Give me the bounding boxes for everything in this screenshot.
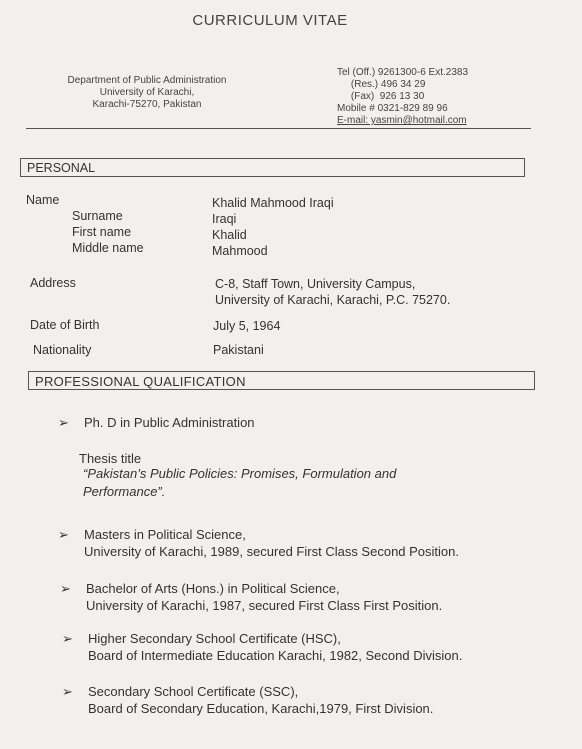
section-heading-personal: PERSONAL: [20, 158, 525, 177]
first-name-label: First name: [72, 225, 132, 239]
surname-label: Surname: [72, 209, 123, 223]
dob-value: July 5, 1964: [213, 319, 281, 333]
contact-email: E-mail: yasmin@hotmail.com: [337, 115, 467, 126]
bullet-arrow-icon: ➢: [58, 415, 69, 430]
name-value: Khalid Mahmood Iraqi: [212, 196, 334, 210]
bullet-arrow-icon: ➢: [58, 527, 69, 542]
header-divider: [26, 128, 531, 129]
contact-block: [337, 67, 468, 127]
contact-line: (Fax) 926 13 30: [337, 91, 425, 102]
thesis-title-line2: Performance”.: [83, 484, 166, 499]
first-name-value: Khalid: [212, 228, 247, 242]
bullet-arrow-icon: ➢: [60, 581, 71, 596]
bullet-arrow-icon: ➢: [62, 684, 73, 699]
middle-name-value: Mahmood: [212, 244, 268, 258]
surname-value: Iraqi: [212, 212, 237, 226]
department-line: Department of Public Administration: [67, 75, 227, 86]
thesis-title-line1: “Pakistan’s Public Policies: Promises, Formulation and: [83, 466, 397, 481]
bullet-arrow-icon: ➢: [62, 631, 73, 646]
department-line: University of Karachi,: [99, 87, 195, 98]
department-address: [42, 75, 252, 111]
contact-line: Mobile # 0321-829 89 96: [337, 103, 448, 114]
thesis-label: Thesis title: [79, 451, 142, 466]
cv-page: CURRICULUM VITAE Department of Public Administration University of Karachi, Karachi-75270, Pakistan Tel (Off.) 9261300-6 Ext.2383 (Res.) 496 34 29 (Fax) 926 13 30 Mobile # 0321-829 89 96 E-mail: yasmin@hotmail.com PERSONAL Name Khalid Mahmood Iraqi Surname Iraqi First name Khalid Middle name Mahmood Address C-8, Staff Town, University Campus, University of Karachi, Karachi, P.C. 75270. Date of Birth July 5, 1964 Nationality Pakistani PROFESSIONAL QUALIFICATION ➢ Ph. D in Public Administration Thesis title “Pakistan’s Public Policies: Promises, Formulation and Performance”. ➢ Masters in Political Science, University of Karachi, 1989, secured First Class Second Position. ➢ Bachelor of Arts (Hons.) in Political Science, University of Karachi, 1987, secured First Class First Position. ➢ Higher Secondary School Certificate (HSC), Board of Intermediate Education Karachi, 1982, Second Division. ➢ Secondary School Certificate (SSC), Board of Secondary Education, Karachi,1979, First Division.: [0, 0, 582, 749]
address-label: Address: [30, 276, 76, 290]
dob-label: Date of Birth: [30, 318, 100, 332]
nationality-label: Nationality: [33, 343, 92, 357]
section-heading-qualification: PROFESSIONAL QUALIFICATION: [28, 371, 535, 390]
department-line: Karachi-75270, Pakistan: [92, 99, 202, 110]
document-title: CURRICULUM VITAE: [192, 12, 348, 29]
middle-name-label: Middle name: [72, 241, 144, 255]
address-value-line2: University of Karachi, Karachi, P.C. 75270.: [215, 293, 451, 307]
name-label: Name: [26, 193, 60, 207]
contact-line: (Res.) 496 34 29: [337, 79, 426, 90]
contact-line: Tel (Off.) 9261300-6 Ext.2383: [337, 67, 469, 78]
address-value-line1: C-8, Staff Town, University Campus,: [215, 277, 416, 291]
nationality-value: Pakistani: [213, 343, 264, 357]
